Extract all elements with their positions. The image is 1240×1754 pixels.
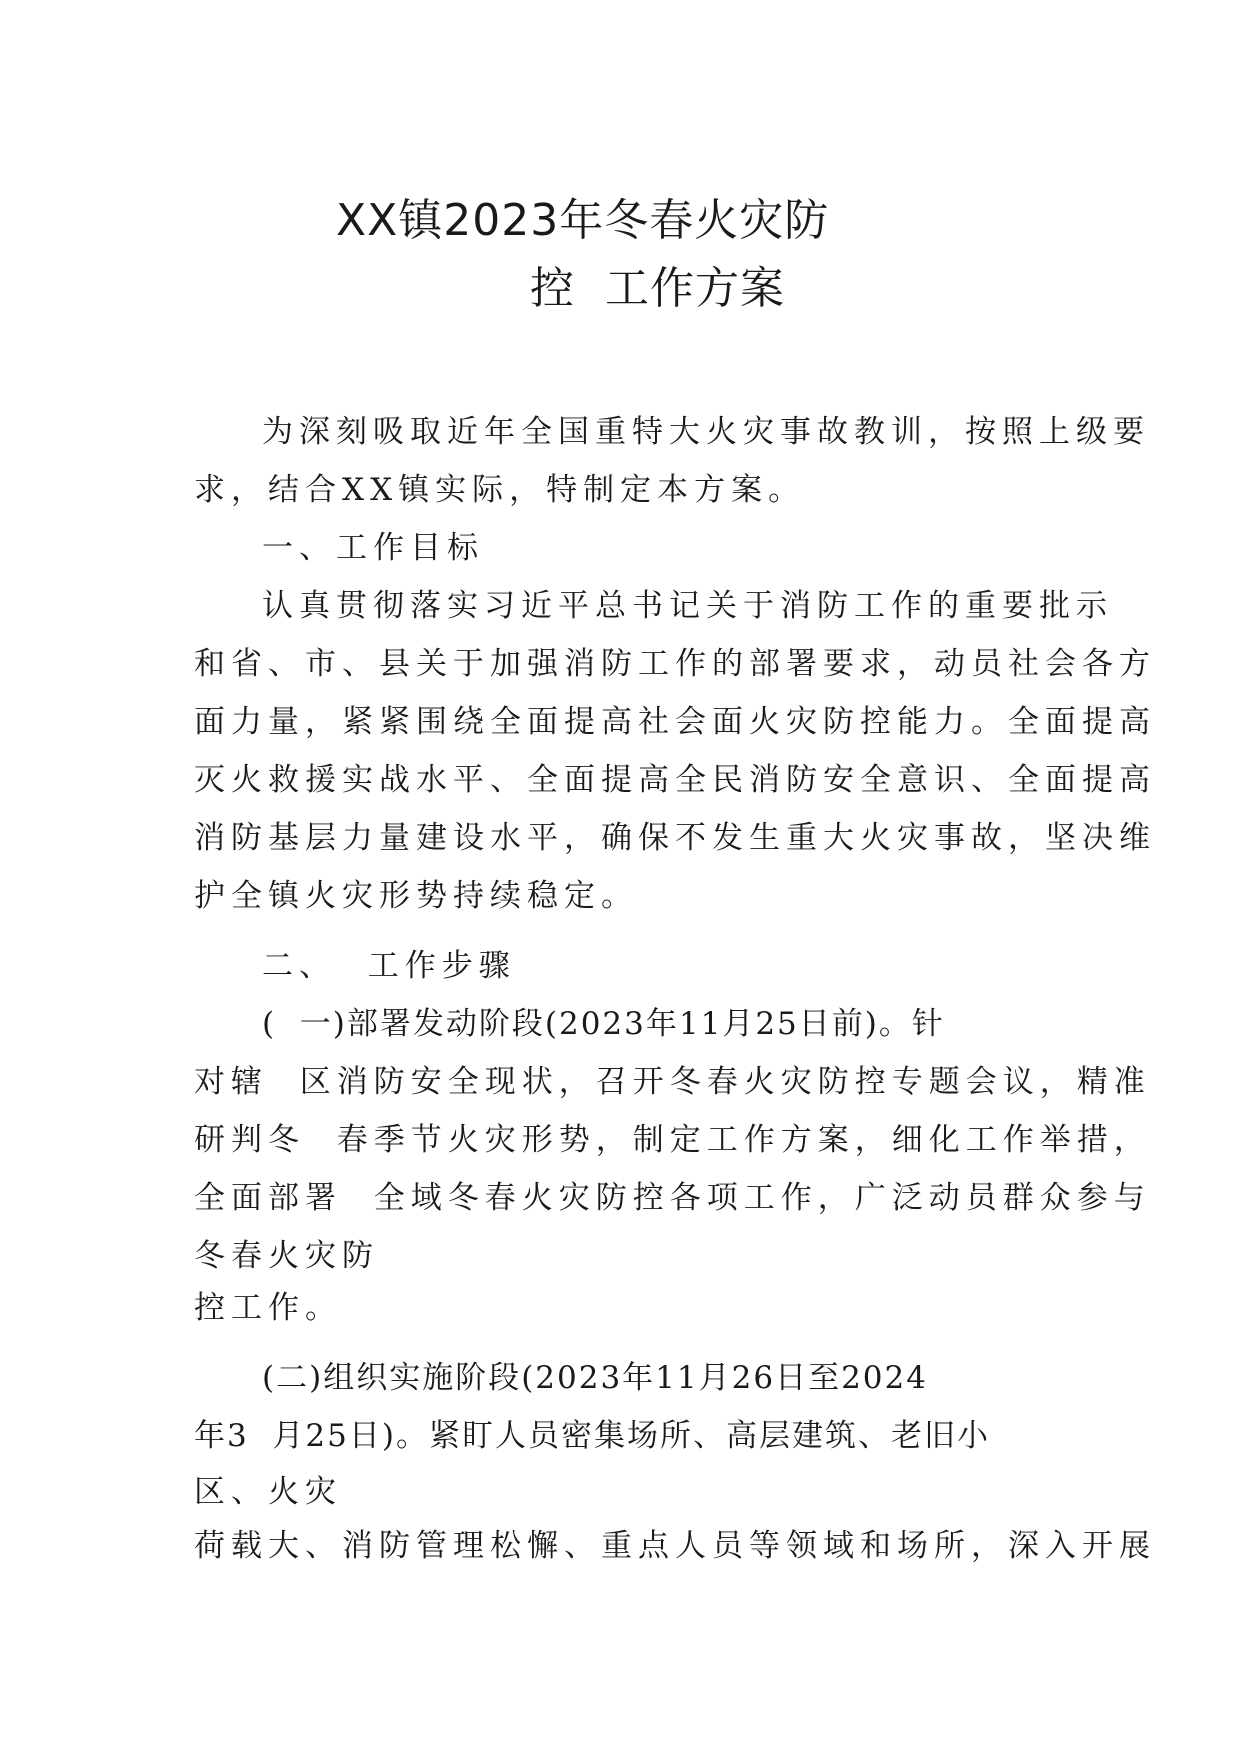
body-line: 研判冬 春季节火灾形势，制定工作方案，细化工作举措， (194, 1122, 1151, 1158)
body-line: 和省、市、县关于加强消防工作的部署要求，动员社会各方 (194, 646, 1156, 682)
body-line: 区、火灾 (194, 1474, 342, 1510)
body-line: 荷载大、消防管理松懈、重点人员等领域和场所，深入开展 (194, 1528, 1156, 1564)
body-line: ( 一)部署发动阶段(2023年11月25日前)。针 (262, 1006, 945, 1042)
body-line: 消防基层力量建设水平，确保不发生重大火灾事故，坚决维 (194, 820, 1156, 856)
body-line: 面力量，紧紧围绕全面提高社会面火灾防控能力。全面提高 (194, 704, 1156, 740)
body-line: 灭火救援实战水平、全面提高全民消防安全意识、全面提高 (194, 762, 1156, 798)
body-line: 全面部署 全域冬春火灾防控各项工作，广泛动员群众参与 (194, 1180, 1151, 1216)
document-title-line-1: XX镇2023年冬春火灾防 (336, 195, 830, 246)
body-line: (二)组织实施阶段(2023年11月26日至2024 (262, 1360, 928, 1396)
body-line: 控工作。 (194, 1290, 342, 1326)
document-title-line-2: 控 工作方案 (530, 263, 785, 314)
body-line: 护全镇火灾形势持续稳定。 (194, 878, 638, 914)
body-line: 求，结合XX镇实际，特制定本方案。 (194, 472, 806, 508)
body-line: 为深刻吸取近年全国重特大火灾事故教训，按照上级要 (262, 414, 1150, 450)
section-heading-steps: 二、 工作步骤 (262, 948, 516, 984)
body-line: 年3 月25日)。紧盯人员密集场所、高层建筑、老旧小 (194, 1418, 990, 1454)
body-line: 认真贯彻落实习近平总书记关于消防工作的重要批示 (262, 588, 1113, 624)
body-line: 冬春火灾防 (194, 1238, 379, 1274)
section-heading-goals: 一、工作目标 (262, 530, 484, 566)
body-line: 对辖 区消防安全现状，召开冬春火灾防控专题会议，精准 (194, 1064, 1151, 1100)
